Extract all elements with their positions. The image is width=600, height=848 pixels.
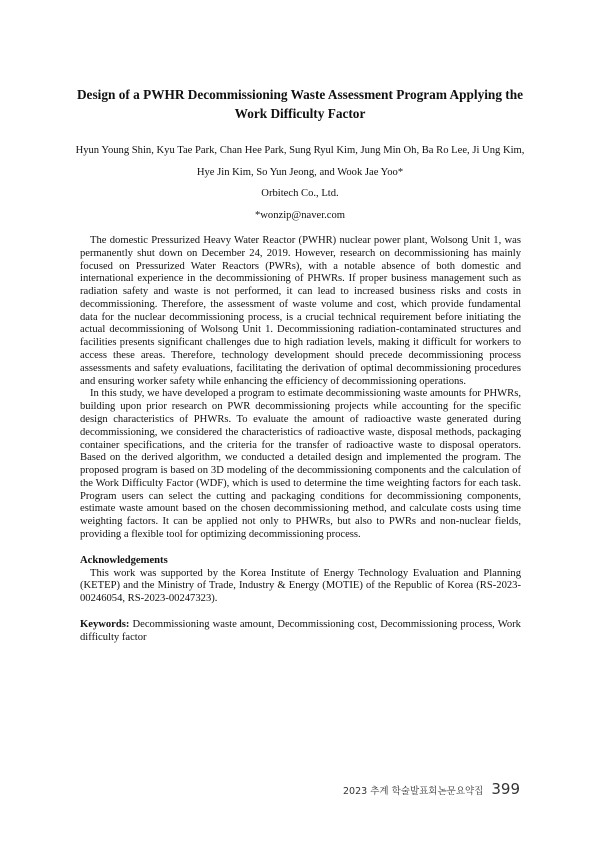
page-footer — [343, 780, 520, 798]
author-block — [40, 140, 560, 226]
keywords-section — [80, 619, 521, 645]
paper-title: Design of a PWHR Decommissioning Waste Assessment Program Applying the Work Difficulty Factor — [76, 87, 524, 121]
acknowledgements-text: This work was supported by the Korea Institute of Energy Technology Evaluation and Planning (KETEP) and the Ministry of Trade, Industry & Energy (MOTIE) of the Republic of Korea (RS-2023-00246054, RS-2023-00247323). — [80, 567, 521, 605]
affiliation: Orbitech Co., Ltd. — [261, 188, 339, 199]
keywords-text: Decommissioning waste amount, Decommissioning cost, Decommissioning process, Work difficulty factor — [80, 618, 521, 643]
author-list-line-2: Hye Jin Kim, So Yun Jeong, and Wook Jae Yoo* — [196, 166, 404, 178]
author-list-line-1: Hyun Young Shin, Kyu Tae Park, Chan Hee Park, Sung Ryul Kim, Jung Min Oh, Ba Ro Lee, Ji Ung Kim, — [75, 145, 525, 156]
acknowledgements-heading: Acknowledgements — [80, 554, 168, 566]
abstract-body — [80, 235, 521, 644]
page-number: 399 — [491, 780, 520, 798]
abstract-paragraph-2: In this study, we have developed a program to estimate decommissioning waste amounts for PHWRs, building upon prior research on PWR decommissioning projects while accounting for the specific design characteristics of PHWRs. To evaluate the amount of radioactive waste generated during decommissioning, we considered the characteristics of radioactive waste, disposal methods, packaging container specifications, and the criteria for the transfer of radioactive waste to disposal operators. Based on the derived algorithm, we conducted a detailed design and implemented the program. The proposed program is based on 3D modeling of the decommissioning components and the calculation of the Work Difficulty Factor (WDF), which is used to determine the time weighting factors for each task. Program users can select the cutting and packaging conditions for decommissioning components, estimate waste amount based on the chosen decommissioning method, and calculate costs using time weighting factors. It can be applied not only to PHWRs, but also to PWRs and non-nuclear fields, providing a flexible tool for optimizing decommissioning process. — [80, 388, 521, 540]
abstract-paragraph-1: The domestic Pressurized Heavy Water Reactor (PWHR) nuclear power plant, Wolsong Unit 1, was permanently shut down on December 24, 2019. However, research on decommissioning has mainly focused on Pressurized Water Reactors (PWRs), with a notable absence of both domestic and international experience in the decommissioning of PHWRs. If proper business management such as radiation safety and waste is not performed, it can lead to increased business risks and costs in decommissioning. Therefore, the assessment of waste volume and cost, which provide fundamental data for the nuclear decommissioning process, is a crucial technical requirement before initiating the actual decommissioning of Wolsong Unit 1. Decommissioning radiation-contaminated structures and facilities presents significant challenges due to high radiation levels, making it difficult for workers to access these areas. Therefore, technology development should precede decommissioning process assessments and safety evaluations, facilitating the derivation of optimal decommissioning procedures and ensuring worker safety while enhancing the efficiency of decommissioning operations. — [80, 235, 521, 387]
corresponding-email: *wonzip@naver.com — [254, 209, 346, 221]
journal-name: 2023 추계 학술발표회논문요약집 — [343, 786, 484, 797]
keywords-label: Keywords: — [80, 618, 130, 630]
